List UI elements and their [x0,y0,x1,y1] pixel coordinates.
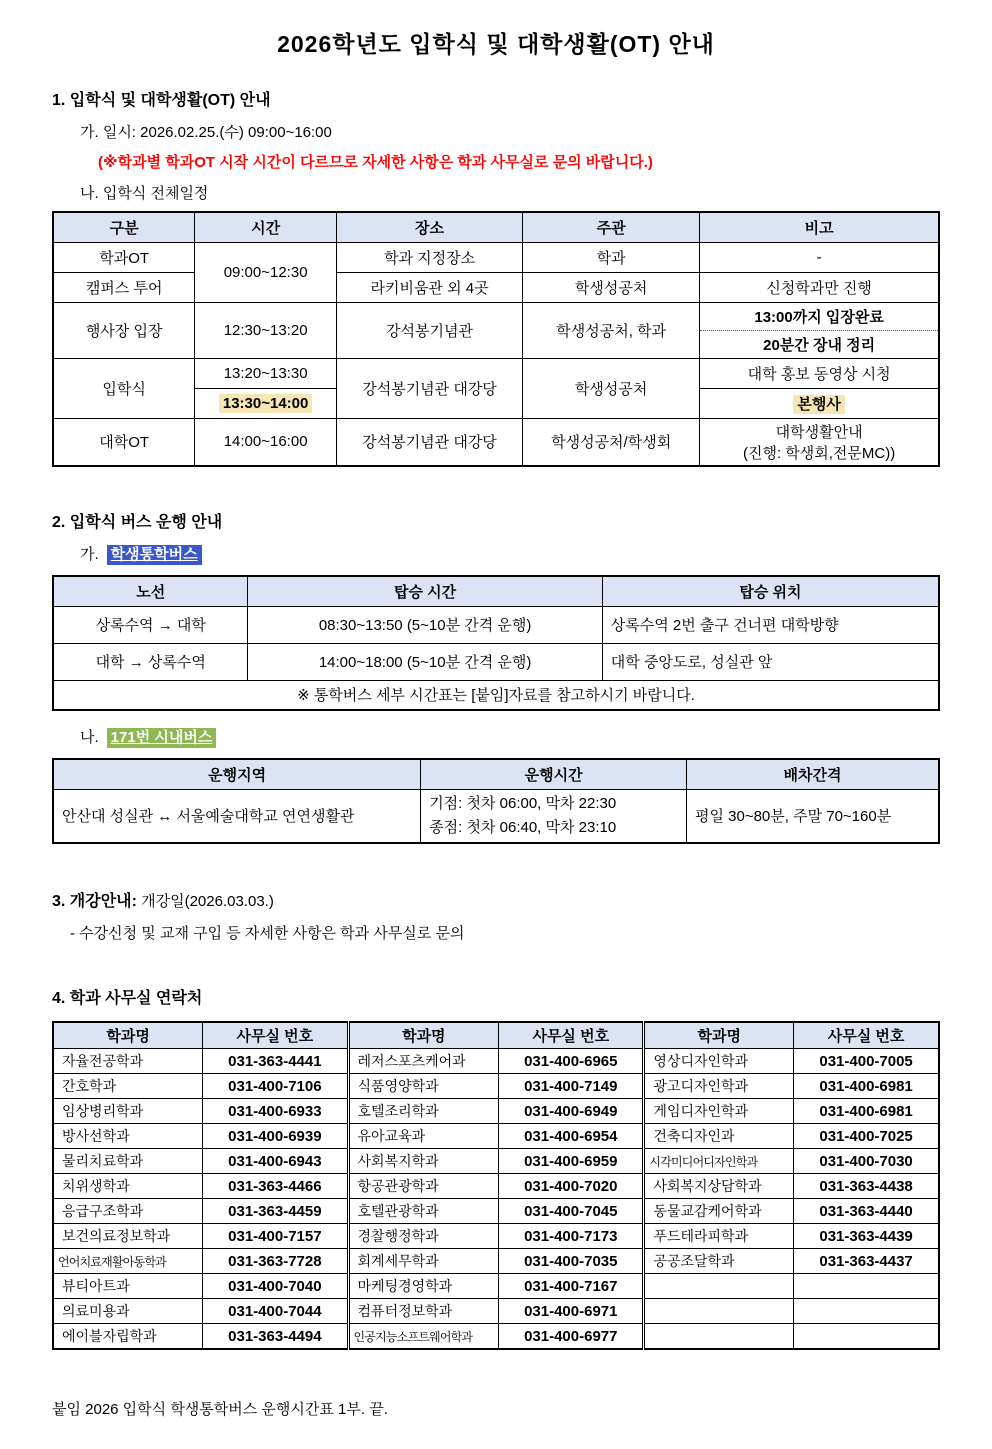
phone-number-cell: 031-400-7149 [499,1074,644,1099]
dept-name-cell: 응급구조학과 [53,1199,203,1224]
entrance-org: 학생성공처, 학과 [523,302,700,358]
phone-number-cell: 031-363-4438 [794,1174,939,1199]
dept-ot-time: 09:00~12:30 [195,242,337,302]
dept-name-cell [644,1324,794,1350]
contact-row [53,1299,939,1324]
col-header-area: 운행지역 [53,759,421,789]
col-header-boarding-time: 탑승 시간 [248,576,602,606]
phone-number-cell: 031-400-6977 [499,1324,644,1350]
ceremony-type: 입학식 [53,358,195,418]
section3-detail: - 수강신청 및 교재 구입 등 자세한 사항은 학과 사무실로 문의 [70,924,465,942]
phone-number-cell: 031-400-6981 [794,1074,939,1099]
col-header-org: 주관 [523,212,700,242]
col-header-dept-3: 학과명 [644,1022,794,1049]
ceremony-note2-cell [700,388,939,418]
entrance-time: 12:30~13:20 [195,302,337,358]
col-header-route: 노선 [53,576,248,606]
schedule-row-ceremony-1 [53,358,939,388]
dept-name-cell: 물리치료학과 [53,1149,203,1174]
dept-ot-type: 학과OT [53,242,195,272]
route-to-univ: 상록수역 → 대학 [53,606,248,643]
city-bus-table [52,758,940,844]
dept-name-cell: 자율전공학과 [53,1049,203,1074]
dept-ot-note: - [700,242,939,272]
dept-name-cell: 사회복지상담학과 [644,1174,794,1199]
contact-row [53,1224,939,1249]
shuttle-bus-label: 학생통학버스 [107,545,202,565]
shuttle-row-to-station [53,643,939,680]
univ-ot-time: 14:00~16:00 [195,418,337,466]
citybus-time-line2: 종점: 첫차 06:40, 막차 23:10 [429,818,617,836]
ceremony-note2-highlight: 본행사 [793,395,844,414]
ceremony-time2-cell [195,388,337,418]
phone-number-cell: 031-363-4439 [794,1224,939,1249]
col-header-operating-time: 운행시간 [421,759,687,789]
contact-row [53,1124,939,1149]
dept-name-cell: 마케팅경영학과 [348,1274,499,1299]
citybus-label-prefix: 나. [80,729,99,746]
phone-number-cell: 031-400-6949 [499,1099,644,1124]
phone-number-cell: 031-400-7173 [499,1224,644,1249]
dept-ot-org: 학과 [523,242,700,272]
shuttle-bus-table [52,575,940,711]
schedule-row-dept-ot [53,242,939,272]
dept-contacts-table [52,1021,940,1351]
phone-number-cell [794,1299,939,1324]
dept-name-cell: 호텔조리학과 [348,1099,499,1124]
citybus-data-row [53,789,939,843]
phone-number-cell: 031-363-7728 [203,1249,348,1274]
ceremony-schedule-table [52,211,940,467]
phone-number-cell: 031-400-6965 [499,1049,644,1074]
entrance-note-line2: 20분간 장내 정리 [763,336,876,354]
univ-ot-note [700,418,939,466]
phone-number-cell: 031-363-4459 [203,1199,348,1224]
dept-name-cell: 레저스포츠케어과 [348,1049,499,1074]
shuttle-row-to-univ [53,606,939,643]
schedule-row-univ-ot [53,418,939,466]
citybus-area: 안산대 성실관 ↔ 서울예술대학교 연연생활관 [53,789,421,843]
phone-number-cell: 031-400-7005 [794,1049,939,1074]
col-header-dept-1: 학과명 [53,1022,203,1049]
citybus-label-line [52,726,940,747]
dept-name-cell: 영상디자인학과 [644,1049,794,1074]
section1-red-note: (※학과별 학과OT 시작 시간이 다르므로 자세한 사항은 학과 사무실로 문의 바랍니다.) [98,154,653,171]
ceremony-place: 강석봉기념관 대강당 [337,358,523,418]
phone-number-cell: 031-363-4494 [203,1324,348,1350]
col-header-phone-1: 사무실 번호 [203,1022,348,1049]
route-to-station: 대학 → 상록수역 [53,643,248,680]
citybus-time [421,789,687,843]
contact-row [53,1324,939,1350]
dept-name-cell: 의료미용과 [53,1299,203,1324]
campus-tour-place: 라키비움관 외 4곳 [337,272,523,302]
citybus-interval: 평일 30~80분, 주말 70~160분 [686,789,939,843]
dept-name-cell: 항공관광학과 [348,1174,499,1199]
phone-number-cell: 031-363-4466 [203,1174,348,1199]
phone-number-cell [794,1324,939,1350]
dept-name-cell: 치위생학과 [53,1174,203,1199]
phone-number-cell: 031-363-4441 [203,1049,348,1074]
dept-name-cell: 뷰티아트과 [53,1274,203,1299]
dept-name-cell: 사회복지학과 [348,1149,499,1174]
col-header-type: 구분 [53,212,195,242]
phone-number-cell: 031-363-4437 [794,1249,939,1274]
univ-ot-place: 강석봉기념관 대강당 [337,418,523,466]
phone-number-cell: 031-400-7040 [203,1274,348,1299]
col-header-time: 시간 [195,212,337,242]
dept-name-cell [644,1274,794,1299]
phone-number-cell: 031-400-7020 [499,1174,644,1199]
phone-number-cell: 031-400-7030 [794,1149,939,1174]
attachment-footer: 붙임 2026 입학식 학생통학버스 운행시간표 1부. 끝. [52,1401,388,1418]
phone-number-cell: 031-400-7045 [499,1199,644,1224]
dept-ot-place: 학과 지정장소 [337,242,523,272]
phone-number-cell: 031-400-6959 [499,1149,644,1174]
dept-name-cell: 방사선학과 [53,1124,203,1149]
col-header-phone-3: 사무실 번호 [794,1022,939,1049]
dept-name-cell: 건축디자인과 [644,1124,794,1149]
ceremony-time1: 13:20~13:30 [195,358,337,388]
phone-number-cell: 031-400-7035 [499,1249,644,1274]
contacts-header-row [53,1022,939,1049]
phone-number-cell: 031-400-7167 [499,1274,644,1299]
dept-name-cell: 푸드테라피학과 [644,1224,794,1249]
col-header-boarding-location: 탑승 위치 [602,576,939,606]
location-to-univ: 상록수역 2번 출구 건너편 대학방향 [602,606,939,643]
phone-number-cell: 031-400-6954 [499,1124,644,1149]
phone-number-cell: 031-363-4440 [794,1199,939,1224]
dept-name-cell: 경찰행정학과 [348,1224,499,1249]
schedule-row-entrance [53,302,939,358]
contact-row [53,1074,939,1099]
dept-name-cell: 보건의료정보학과 [53,1224,203,1249]
phone-number-cell: 031-400-6971 [499,1299,644,1324]
schedule-header-row [53,212,939,242]
dept-name-cell: 게임디자인학과 [644,1099,794,1124]
col-header-place: 장소 [337,212,523,242]
contact-row [53,1049,939,1074]
dept-name-cell: 회계세무학과 [348,1249,499,1274]
section3-heading [52,888,940,911]
dept-name-cell: 컴퓨터정보학과 [348,1299,499,1324]
campus-tour-org: 학생성공처 [523,272,700,302]
schedule-row-campus-tour [53,272,939,302]
section1-date-line: 가. 일시: 2026.02.25.(수) 09:00~16:00 [80,124,332,141]
section2-heading: 2. 입학식 버스 운행 안내 [52,514,223,531]
campus-tour-type: 캠퍼스 투어 [53,272,195,302]
dept-name-cell: 유아교육과 [348,1124,499,1149]
dept-name-cell: 동물교감케어학과 [644,1199,794,1224]
contact-row [53,1274,939,1299]
entrance-note-line1: 13:00까지 입장완료 [700,303,938,331]
dept-name-cell [644,1299,794,1324]
campus-tour-note: 신청학과만 진행 [700,272,939,302]
contact-row [53,1099,939,1124]
contacts-body [53,1049,939,1350]
dept-name-cell: 식품영양학과 [348,1074,499,1099]
section3-heading-rest: 개강일(2026.03.03.) [136,892,274,910]
dept-name-cell: 공공조달학과 [644,1249,794,1274]
time-to-station: 14:00~18:00 (5~10분 간격 운행) [248,643,602,680]
shuttle-label-line [52,543,940,564]
entrance-note [700,302,939,358]
univ-ot-note-line1: 대학생활안내 [775,423,863,441]
dept-name-cell: 시각미디어디자인학과 [644,1149,794,1174]
phone-number-cell: 031-400-7044 [203,1299,348,1324]
city-bus-label: 171번 시내버스 [107,728,217,748]
contact-row [53,1149,939,1174]
dept-name-cell: 간호학과 [53,1074,203,1099]
ceremony-org: 학생성공처 [523,358,700,418]
phone-number-cell: 031-400-6933 [203,1099,348,1124]
col-header-interval: 배차간격 [686,759,939,789]
col-header-dept-2: 학과명 [348,1022,499,1049]
phone-number-cell: 031-400-7025 [794,1124,939,1149]
univ-ot-note-line2: (진행: 학생회,전문MC)) [742,444,896,462]
dept-name-cell: 임상병리학과 [53,1099,203,1124]
shuttle-header-row [53,576,939,606]
univ-ot-org: 학생성공처/학생회 [523,418,700,466]
citybus-time-line1: 기점: 첫차 06:00, 막차 22:30 [429,794,617,812]
phone-number-cell [794,1274,939,1299]
shuttle-label-prefix: 가. [80,546,99,563]
contact-row [53,1249,939,1274]
section1-schedule-label: 나. 입학식 전체일정 [80,185,209,202]
page-title: 2026학년도 입학식 및 대학생활(OT) 안내 [277,31,715,57]
phone-number-cell: 031-400-6943 [203,1149,348,1174]
dept-name-cell: 호텔관광학과 [348,1199,499,1224]
section1-heading: 1. 입학식 및 대학생활(OT) 안내 [52,92,271,109]
time-to-univ: 08:30~13:50 (5~10분 간격 운행) [248,606,602,643]
entrance-type: 행사장 입장 [53,302,195,358]
phone-number-cell: 031-400-7157 [203,1224,348,1249]
shuttle-note-row [53,680,939,710]
contact-row [53,1174,939,1199]
phone-number-cell: 031-400-6981 [794,1099,939,1124]
dept-name-cell: 에이블자립학과 [53,1324,203,1350]
location-to-station: 대학 중앙도로, 성실관 앞 [602,643,939,680]
ceremony-note1: 대학 홍보 동영상 시청 [700,358,939,388]
dept-name-cell: 광고디자인학과 [644,1074,794,1099]
dept-name-cell: 언어치료재활아동학과 [53,1249,203,1274]
shuttle-note: ※ 통학버스 세부 시간표는 [붙임]자료를 참고하시기 바랍니다. [53,680,939,710]
col-header-phone-2: 사무실 번호 [499,1022,644,1049]
entrance-place: 강석봉기념관 [337,302,523,358]
dept-name-cell: 인공지능소프트웨어학과 [348,1324,499,1350]
section4-heading: 4. 학과 사무실 연락처 [52,989,203,1007]
phone-number-cell: 031-400-6939 [203,1124,348,1149]
col-header-note: 비고 [700,212,939,242]
ceremony-time2-highlight: 13:30~14:00 [219,394,313,413]
phone-number-cell: 031-400-7106 [203,1074,348,1099]
contact-row [53,1199,939,1224]
citybus-header-row [53,759,939,789]
section3-heading-bold: 3. 개강안내: [52,892,137,910]
univ-ot-type: 대학OT [53,418,195,466]
